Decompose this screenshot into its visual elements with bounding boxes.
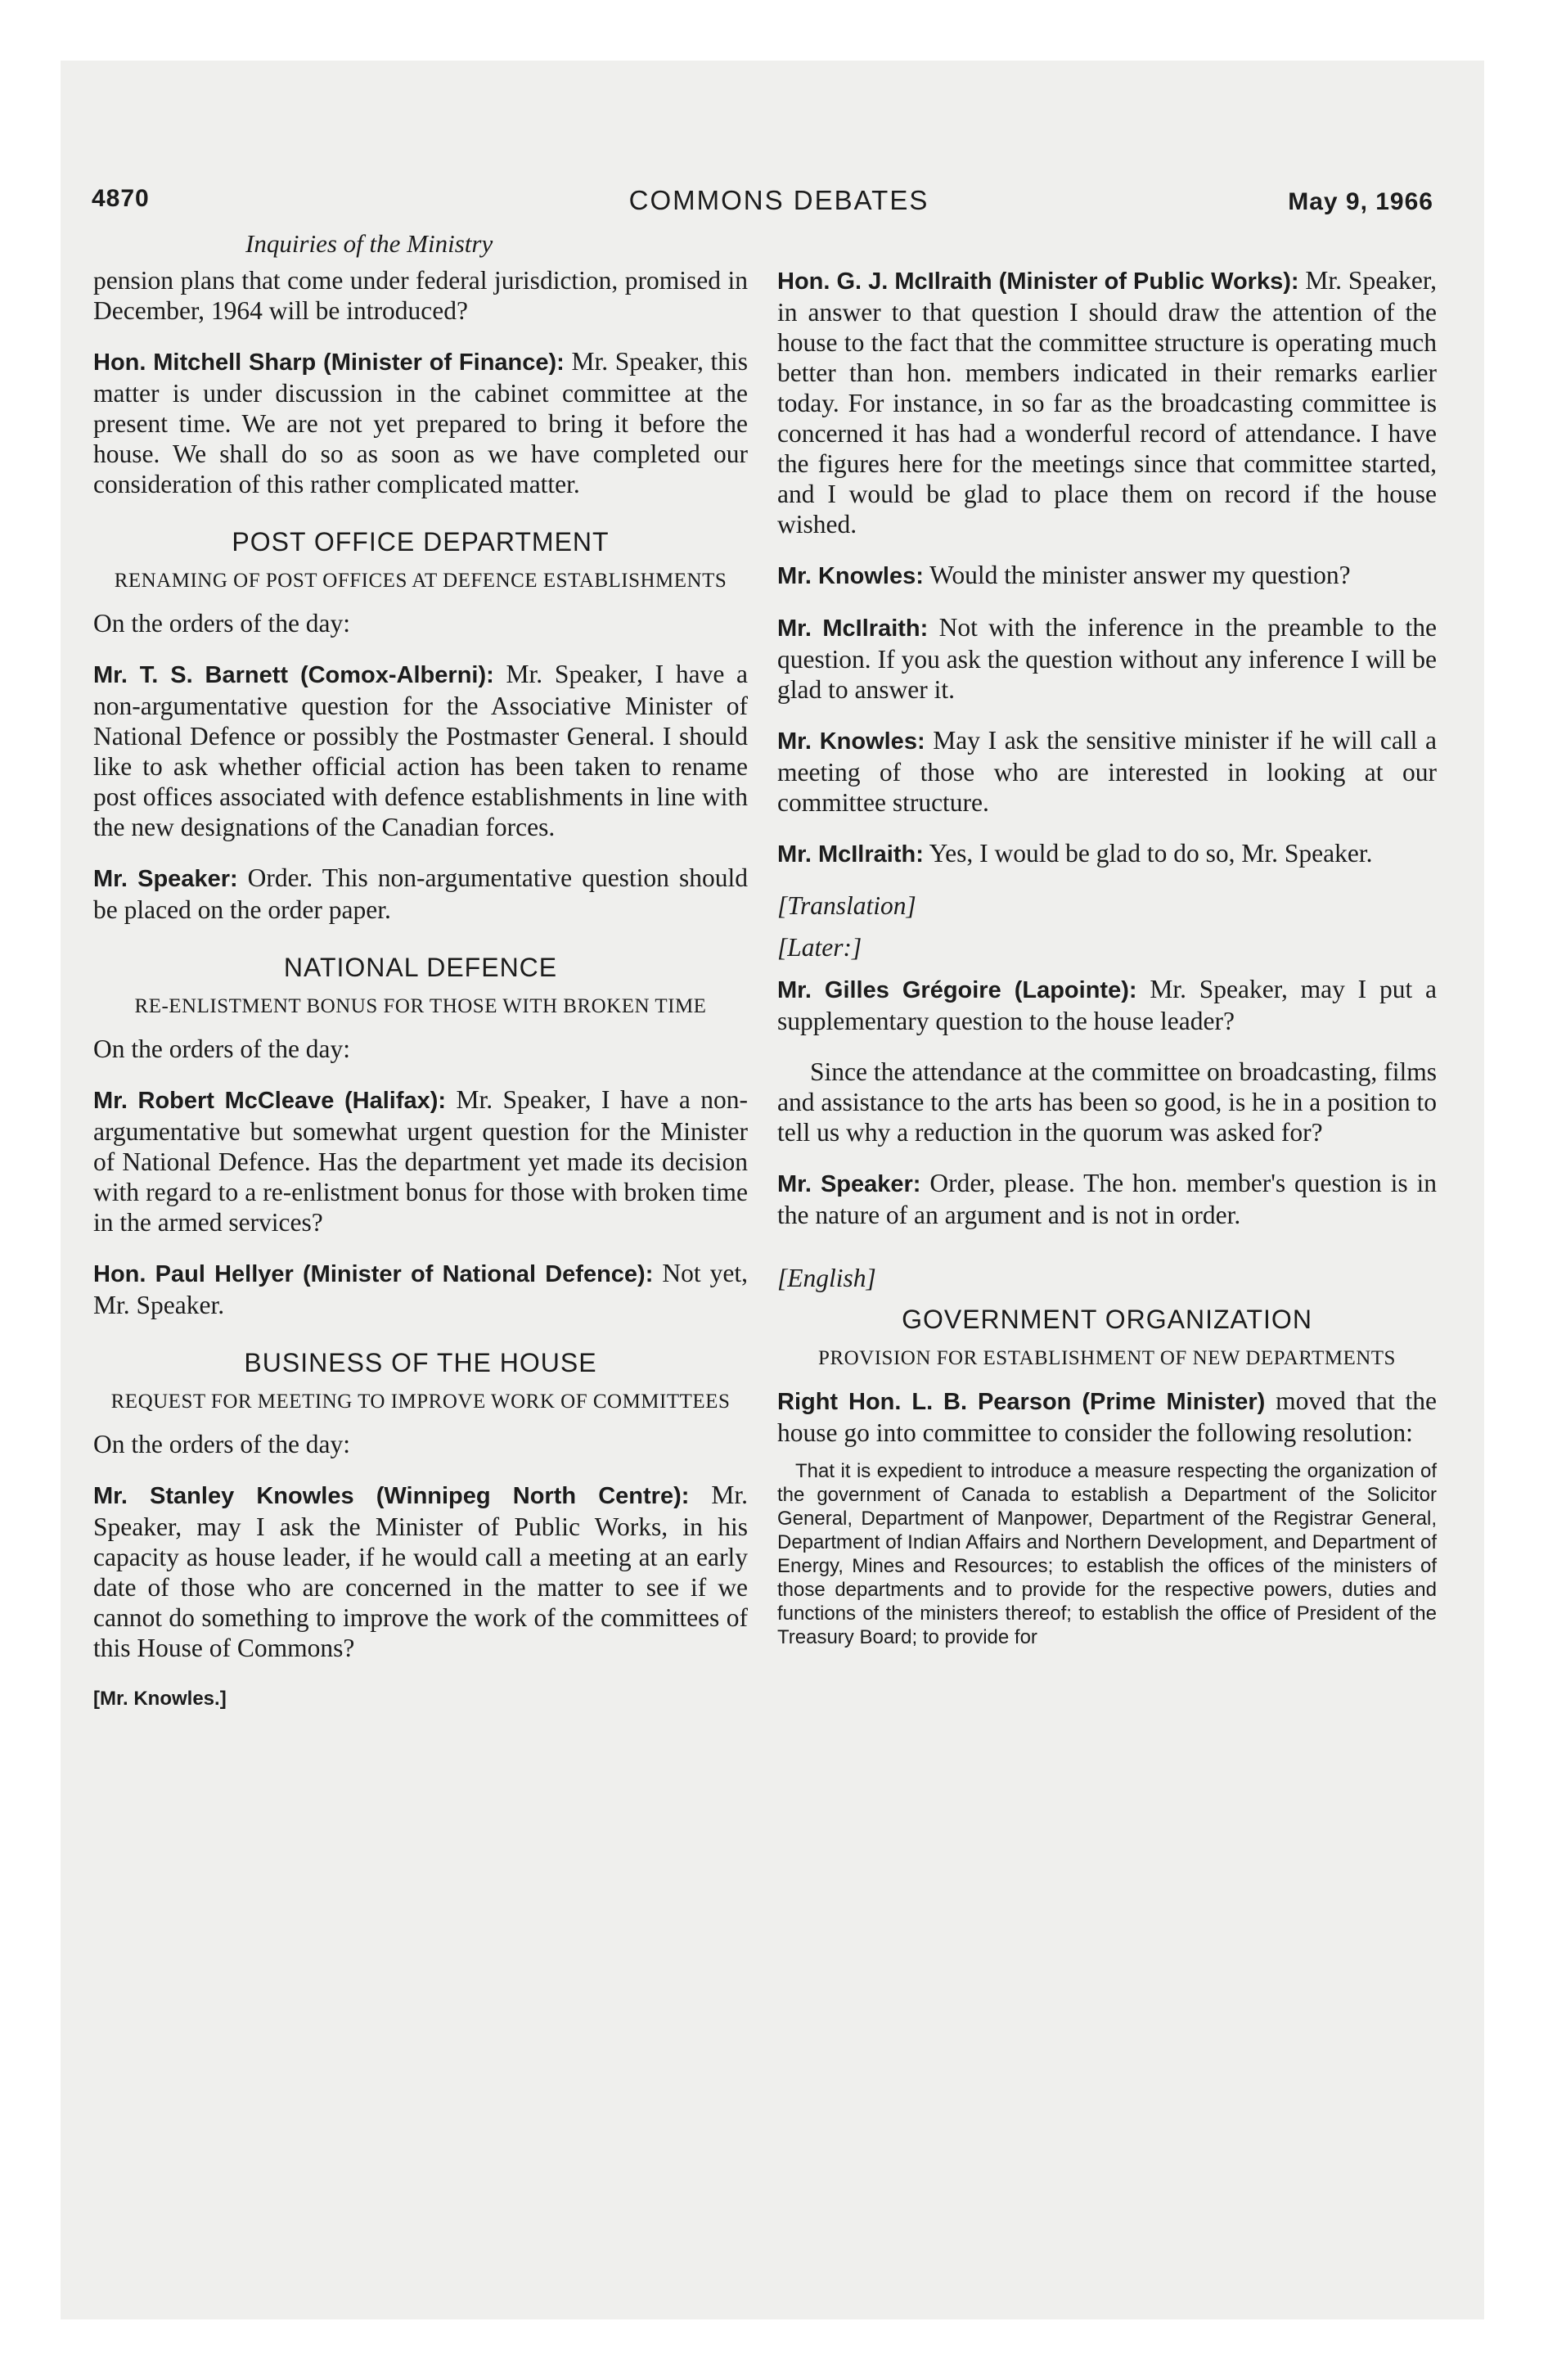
- speaker-name: Mr. Knowles:: [777, 728, 925, 755]
- date: May 9, 1966: [1288, 188, 1433, 215]
- speaker-name: Mr. Gilles Grégoire (Lapointe):: [777, 977, 1137, 1003]
- speaker-name: Mr. Speaker:: [777, 1171, 921, 1197]
- running-title: COMMONS DEBATES: [628, 185, 929, 215]
- section-subtitle: REQUEST FOR MEETING TO IMPROVE WORK OF COMMITTEES: [110, 1391, 731, 1413]
- paragraph: Hon. Mitchell Sharp (Minister of Finance): Mr. Speaker, this matter is under discussion in the cabinet committee at the present time. We are not yet prepared to bring it before the house. We shall do so as soon as we have completed our consideration of this rather complicated matter.: [93, 347, 748, 498]
- footer-note: [Mr. Knowles.]: [93, 1688, 227, 1710]
- paragraph: Since the attendance at the committee on broadcasting, films and assistance to the arts has been so good, is he in a position to tell us why a reduction in the quorum was asked for?: [777, 1057, 1437, 1147]
- section-title: POST OFFICE DEPARTMENT: [232, 527, 610, 557]
- paragraph: Right Hon. L. B. Pearson (Prime Minister) moved that the house go into committee to consider the following resolution:: [777, 1386, 1438, 1447]
- paragraph: Mr. Robert McCleave (Halifax): Mr. Speaker, I have a non-argumentative but somewhat urgent question for the Minister of National Defence. Has the department yet made its decision with regard to a re-enlistment bonus for those with broken time in the armed services?: [93, 1085, 748, 1237]
- paragraph: Mr. Knowles: May I ask the sensitive minister if he will call a meeting of those who are interested in looking at our committee structure.: [777, 726, 1437, 817]
- paragraph: Mr. McIlraith: Not with the inference in the preamble to the question. If you ask the question without any inference I will be glad to answer it.: [777, 613, 1437, 704]
- paragraph: Hon. G. J. McIlraith (Minister of Public Works): Mr. Speaker, in answer to that question I should draw the attention of the house to the fact that the committee structure is operating much better than hon. members indicated in their remarks earlier today. For instance, in so far as the broadcasting committee is concerned it has had a wonderful record of attendance. I have the figures here for the meetings since that committee started, and I would be glad to place them on record if the house wished.: [777, 266, 1437, 539]
- later-marker: [Later:]: [777, 933, 862, 962]
- section-subtitle: RENAMING OF POST OFFICES AT DEFENCE ESTABLISHMENTS: [114, 570, 727, 592]
- right-column: [777, 265, 1437, 1649]
- paragraph: Hon. Paul Hellyer (Minister of National Defence): Not yet, Mr. Speaker.: [93, 1259, 749, 1319]
- orders-line: On the orders of the day:: [93, 1034, 351, 1063]
- speaker-name: Right Hon. L. B. Pearson (Prime Minister): [777, 1389, 1266, 1415]
- paragraph: Mr. Gilles Grégoire (Lapointe): Mr. Speaker, may I put a supplementary question to the house leader?: [777, 975, 1437, 1035]
- paragraph: Mr. Speaker: Order. This non-argumentative question should be placed on the order paper.: [93, 863, 748, 924]
- speaker-name: Hon. G. J. McIlraith (Minister of Public Works):: [777, 268, 1299, 295]
- speaker-name: Mr. Speaker:: [93, 866, 238, 892]
- paragraph: Mr. McIlraith: Yes, I would be glad to do so, Mr. Speaker.: [777, 839, 1373, 868]
- speaker-name: Mr. McIlraith:: [777, 615, 929, 642]
- orders-line: On the orders of the day:: [93, 609, 351, 638]
- paragraph: Mr. Knowles: Would the minister answer my question?: [777, 561, 1351, 589]
- section-subhead: Inquiries of the Ministry: [245, 229, 493, 258]
- speaker-name: Mr. T. S. Barnett (Comox-Alberni):: [93, 662, 494, 688]
- resolution-text: That it is expedient to introduce a measure respecting the organization of the government of Canada to establish a Department of the Solicitor General, Department of Manpower, Department of the Registrar General, Department of Indian Affairs and Northern Development, and Department of Energy, Mines and Resources; to establish the offices of the ministers of those departments and to provide for the respective powers, duties and functions of the ministers thereof; to establish the office of President of the Treasury Board; to provide for: [777, 1460, 1437, 1648]
- section-subtitle: RE-ENLISTMENT BONUS FOR THOSE WITH BROKEN TIME: [134, 995, 707, 1017]
- speaker-name: Mr. Knowles:: [777, 563, 924, 589]
- section-title: NATIONAL DEFENCE: [283, 953, 558, 982]
- speaker-name: Mr. Stanley Knowles (Winnipeg North Centre):: [93, 1483, 690, 1509]
- section-title: BUSINESS OF THE HOUSE: [244, 1348, 597, 1377]
- page-header: [92, 185, 1433, 231]
- speaker-name: Mr. McIlraith:: [777, 841, 924, 868]
- page-number: 4870: [92, 185, 150, 212]
- translation-marker: [Translation]: [777, 891, 916, 920]
- left-column: [93, 265, 748, 1714]
- section-title: GOVERNMENT ORGANIZATION: [902, 1305, 1312, 1334]
- paragraph: pension plans that come under federal jurisdiction, promised in December, 1964 will be introduced?: [93, 266, 748, 325]
- english-marker: [English]: [777, 1264, 876, 1292]
- speaker-name: Mr. Robert McCleave (Halifax):: [93, 1088, 447, 1114]
- speaker-name: Hon. Mitchell Sharp (Minister of Finance):: [93, 349, 565, 376]
- paragraph: Mr. T. S. Barnett (Comox-Alberni): Mr. Speaker, I have a non-argumentative question for the Associative Minister of National Defence or possibly the Postmaster General. I should like to ask whether official action has been taken to rename post offices associated with defence establishments in line with the new designations of the Canadian forces.: [93, 660, 748, 841]
- orders-line: On the orders of the day:: [93, 1430, 351, 1458]
- paragraph: Mr. Stanley Knowles (Winnipeg North Centre): Mr. Speaker, may I ask the Minister of Public Works, in his capacity as house leader, if he would call a meeting at an early date of those who are concerned in the matter to see if we cannot do something to improve the work of the committees of this House of Commons?: [93, 1481, 748, 1662]
- section-subtitle: PROVISION FOR ESTABLISHMENT OF NEW DEPARTMENTS: [818, 1347, 1396, 1369]
- speaker-name: Hon. Paul Hellyer (Minister of National Defence):: [93, 1261, 654, 1287]
- paragraph: Mr. Speaker: Order, please. The hon. member's question is in the nature of an argument and is not in order.: [777, 1169, 1437, 1229]
